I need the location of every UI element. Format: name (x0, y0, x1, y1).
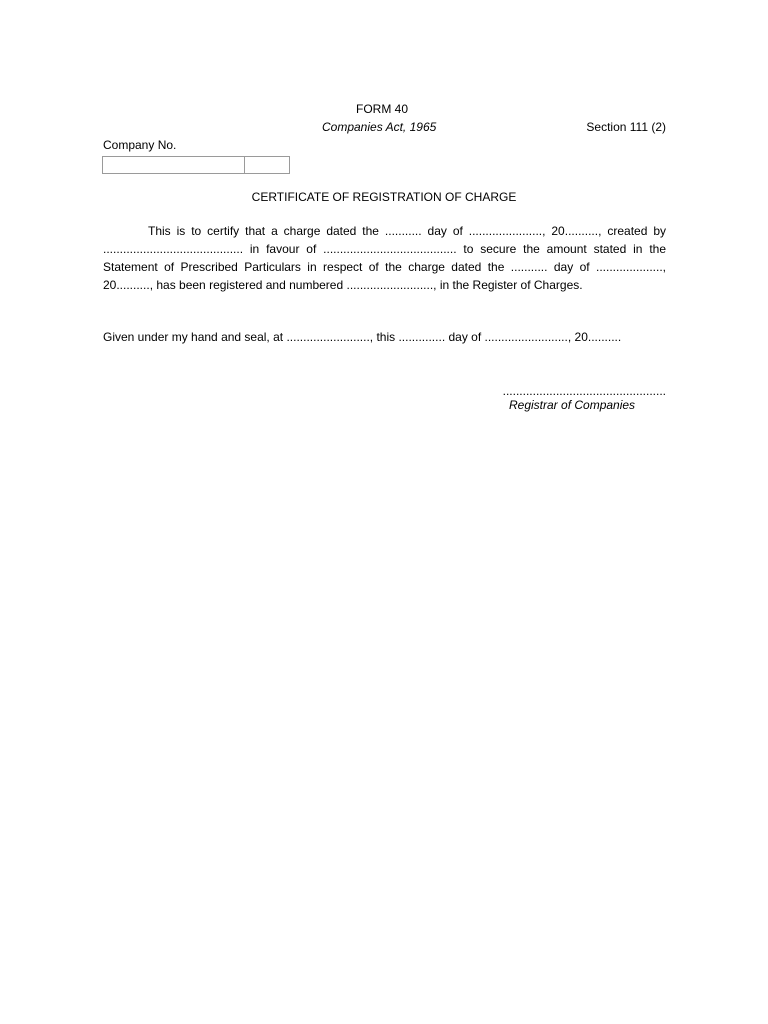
form-number: FORM 40 (356, 102, 409, 116)
body-line: Statement of Prescribed Particulars in respect of the charge dated the ........... day of ...................., (103, 260, 666, 274)
section-reference: Section 111 (2) (586, 120, 666, 134)
company-number-label: Company No. (103, 138, 177, 152)
certificate-title: CERTIFICATE OF REGISTRATION OF CHARGE (251, 190, 517, 204)
body-line: This is to certify that a charge dated the ........... day of ......................, 20.........., created by (148, 224, 666, 238)
signature-line: ................................................. (502, 384, 666, 398)
company-number-cell-main[interactable] (103, 157, 245, 173)
company-number-field[interactable] (102, 156, 290, 174)
body-line: 20.........., has been registered and numbered .........................., in the Register of Charges. (103, 278, 583, 292)
company-number-cell-suffix[interactable] (245, 157, 289, 173)
act-title: Companies Act, 1965 (322, 120, 437, 134)
registrar-title: Registrar of Companies (509, 398, 636, 412)
given-under-hand-statement: Given under my hand and seal, at ........................., this .............. day of ........................., 20.......... (103, 330, 622, 344)
body-line: .......................................... in favour of ........................................ to secure the amount stated in the (103, 242, 666, 256)
certificate-body (103, 222, 666, 294)
